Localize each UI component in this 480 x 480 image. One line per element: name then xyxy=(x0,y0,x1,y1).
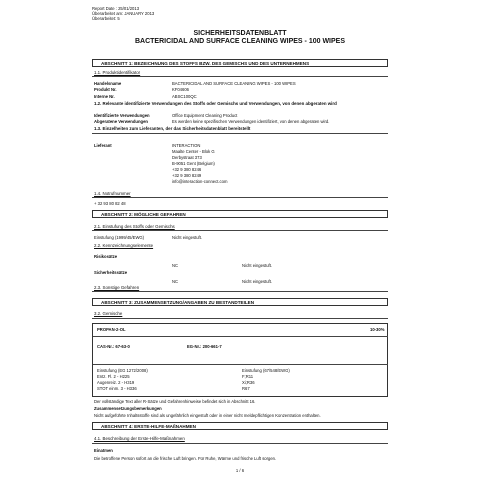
value-trade-name: BACTERICIDAL AND SURFACE CLEANING WIPES - 100 WIPES xyxy=(172,81,296,86)
divider xyxy=(93,336,388,337)
safety-phrases-label: Sicherheitssätze xyxy=(94,270,128,275)
section1-sub2: 1.2. Relevante identifizierte Verwendungen des Stoffs oder Gemischs und Verwendungen, von denen abgeraten wird xyxy=(94,101,337,106)
value-advised-against: Es werden keine spezifischen Verwendungen identifiziert, von denen abgeraten wird. xyxy=(172,119,330,124)
supplier-label: Lieferant xyxy=(94,143,112,148)
safety-nc: NC xyxy=(172,279,179,284)
section2-sub3: 2.3. Sonstige Gefahren xyxy=(94,285,140,290)
classification-value: Nicht eingestuft. xyxy=(172,235,203,240)
safety-value: Nicht eingestuft. xyxy=(242,279,273,284)
risk-phrases-label: Risikosätze xyxy=(94,254,118,259)
supplier-line: +32 9 380 8246 xyxy=(172,167,202,172)
section4-header: ABSCHNITT 4: ERSTE-HILFE-MAßNAHMEN xyxy=(92,422,388,430)
dsd-risk: Xi;R36 xyxy=(242,380,255,385)
supplier-line: +32 9 380 8249 xyxy=(172,173,202,178)
section3-sub1: 3.2. Gemische xyxy=(94,311,123,316)
inhalation-text: Die betroffene Person sofort an die frische Luft bringen. Für Ruhe, Wärme und frische Luft sorgen. xyxy=(94,456,277,461)
risk-value: Nicht eingestuft. xyxy=(242,263,273,268)
divider xyxy=(92,291,388,292)
section2-sub1: 2.1. Einstufung des Stoffs oder Gemischs xyxy=(94,224,175,229)
divider xyxy=(92,318,388,319)
label-identified-uses: Identifizierte Verwendungen xyxy=(94,113,150,118)
section3-header: ABSCHNITT 3: ZUSAMMENSETZUNG/ANGABEN ZU BESTANDTEILEN xyxy=(92,298,388,306)
divider xyxy=(92,76,388,77)
dsd-classification-label: Einstufung (67/548/EWG) xyxy=(242,368,290,373)
supplier-line: Derbystraat 373 xyxy=(172,155,202,160)
emergency-number: + 32 93 80 82 48 xyxy=(94,201,126,206)
divider xyxy=(92,133,388,134)
value-product-no: KF04606 xyxy=(172,87,189,92)
ingredient-percent: 10-30% xyxy=(370,327,385,332)
label-internal-no: Interne Nr. xyxy=(94,94,115,99)
label-product-no: Produkt Nr. xyxy=(94,87,117,92)
divider xyxy=(93,364,388,365)
section1-sub4: 1.4. Notrufnummer xyxy=(94,191,131,196)
ingredient-box xyxy=(92,323,388,397)
product-title: BACTERICIDAL AND SURFACE CLEANING WIPES - 100 WIPES xyxy=(134,38,346,45)
section3-note: Der vollständige Text aller R-Sätze und Gefahrenhinweise befindet sich in Abschnitt 16. xyxy=(94,399,256,404)
divider xyxy=(92,443,388,444)
section2-sub2: 2.2. Kennzeichnungselemente xyxy=(94,243,154,248)
clp-hazard: Entz. Fl. 2 - H225 xyxy=(97,374,130,379)
risk-nc: NC xyxy=(172,263,179,268)
page-number: 1 / 6 xyxy=(235,468,245,473)
revision-number: Überarbeitet: 5 xyxy=(92,16,120,21)
eg-number: EG-Nr.: 200-661-7 xyxy=(187,344,222,349)
composition-text: Nicht aufgeführte Inhaltsstoffe sind als ungefährlich eingestuft oder in einer nicht meldepflichtigen Konzentration enthalten. xyxy=(94,413,321,418)
label-trade-name: Handelsname xyxy=(94,81,122,86)
clp-classification-label: Einstufung (EG 1272/2008) xyxy=(97,368,148,373)
inhalation-label: Einatmen xyxy=(94,448,113,453)
dsd-risk: R67 xyxy=(242,386,250,391)
supplier-line: Maalte Center - Blok G xyxy=(172,149,215,154)
value-internal-no: ABSC100QC xyxy=(172,94,197,99)
value-identified-uses: Office Equipment Cleaning Product xyxy=(172,113,238,118)
label-advised-against: Abgeratene Verwendungen xyxy=(94,119,148,124)
document-title: SICHERHEITSDATENBLATT xyxy=(193,30,287,37)
cas-number: CAS-Nr.: 67-63-0 xyxy=(97,344,130,349)
report-date: Report Date : 25/01/2013 xyxy=(92,6,140,11)
dsd-risk: F;R11 xyxy=(242,374,254,379)
divider xyxy=(92,197,388,198)
section1-sub1: 1.1. Produktidentifikator xyxy=(94,70,141,75)
ingredient-name: PROPAN-2-OL xyxy=(97,327,126,332)
section1-header: ABSCHNITT 1: BEZEICHNUNG DES STOFFS BZW. DES GEMISCHS UND DES UNTERNEHMENS xyxy=(92,59,388,67)
supplier-line: B-9051 Gent (Belgium) xyxy=(172,161,215,166)
section2-header: ABSCHNITT 2: MÖGLICHE GEFAHREN xyxy=(92,210,388,218)
supplier-line: INTERACTION xyxy=(172,143,201,148)
section1-sub3: 1.3. Einzelheiten zum Lieferanten, der das Sicherheitsdatenblatt bereitstellt xyxy=(94,126,251,131)
divider xyxy=(92,230,388,231)
supplier-email: info@interaction-connect.com xyxy=(172,179,228,184)
clp-hazard: STOT einm. 3 - H336 xyxy=(97,386,137,391)
revised-date: Überarbeitet am: JANUARY 2013 xyxy=(92,11,155,16)
clp-hazard: Augenreiz. 2 - H319 xyxy=(97,380,135,385)
classification-label: Einstufung (1999/45/EWG) xyxy=(94,235,145,240)
section4-sub1: 4.1. Beschreibung der Erste-Hilfe-Maßnahmen xyxy=(94,436,185,441)
composition-label: Zusammensetzungsbemerkungen xyxy=(94,406,162,411)
